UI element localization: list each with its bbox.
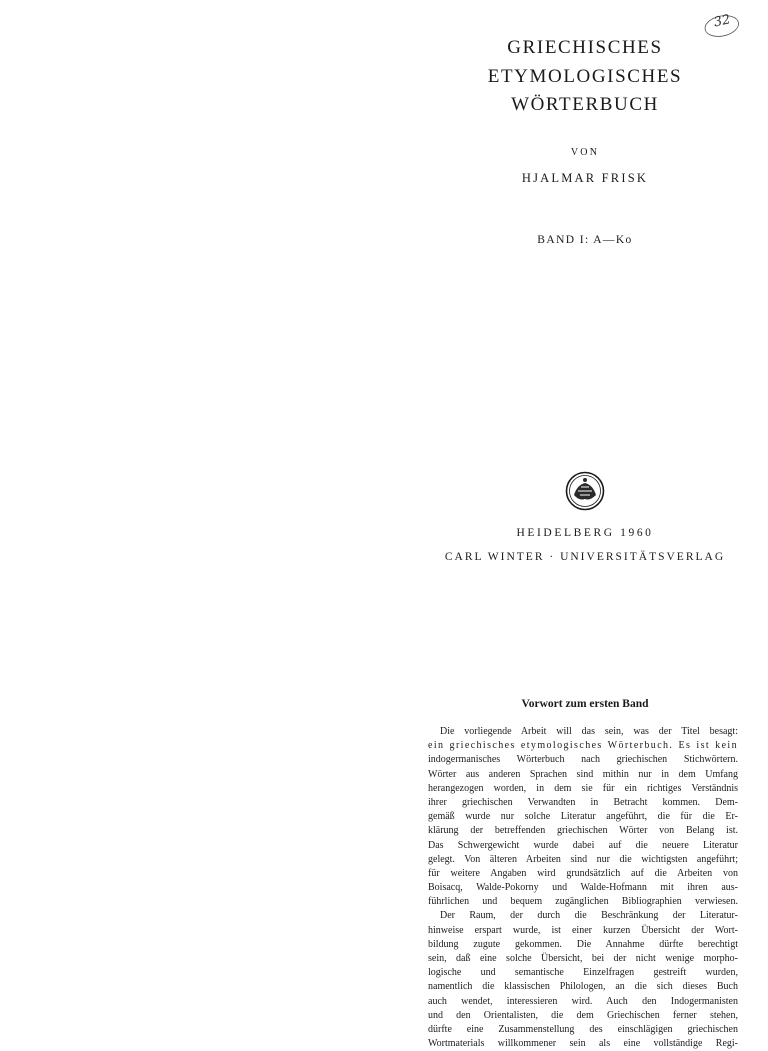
- foreword-line: klärung der betreffenden griechischen Wörter von Belang ist.: [428, 825, 738, 837]
- foreword-line: Boisacq, Walde-Pokorny und Walde-Hofmann mit ihren aus-: [428, 882, 738, 894]
- book-title-line-1: GRIECHISCHES: [507, 37, 663, 58]
- foreword-line: und den Orientalisten, die dem Griechischen ferner stehen,: [428, 1009, 738, 1021]
- foreword-line: ihrer griechischen Verwandten in Betracht kommen. Dem-: [428, 796, 738, 808]
- foreword-line: gemäß wurde nur solche Literatur angeführt, die für die Er-: [428, 811, 738, 823]
- foreword-line: bildung zugute gekommen. Die Annahme dürfte berechtigt: [428, 938, 738, 950]
- foreword-line: namentlich die klassischen Philologen, an die sich dieses Buch: [428, 981, 738, 993]
- foreword-line: führlichen und bequem zugänglichen Bibliographien verwiesen.: [428, 896, 738, 908]
- byline-von: VON: [570, 147, 600, 158]
- foreword-line: gelegt. Von älteren Arbeiten sind nur die wichtigsten angeführt;: [428, 853, 738, 865]
- foreword-line: herangezogen worden, in dem sie für ein richtiges Verständnis: [428, 782, 738, 794]
- foreword-line: für weitere Angaben wird grundsätzlich auf die Arbeiten von: [428, 867, 738, 879]
- foreword-line: ein griechisches etymologisches Wörterbuch. Es ist kein: [428, 740, 738, 752]
- foreword-line: Die vorliegende Arbeit will das sein, was der Titel besagt:: [440, 726, 738, 737]
- foreword-line: hinweise erspart wurde, ist einer kurzen Übersicht der Wort-: [428, 924, 738, 936]
- imprint-place-year: HEIDELBERG 1960: [516, 527, 654, 539]
- publisher-seal-icon: [565, 471, 605, 511]
- foreword-line: indogermanisches Wörterbuch nach griechischen Stichwörtern.: [428, 754, 738, 766]
- foreword-line: dürfte eine Zusammenstellung des einschlägigen griechischen: [428, 1023, 738, 1035]
- foreword-body: [428, 725, 738, 1050]
- foreword-line: auch wendet, interessieren wird. Auch den Indogermanisten: [428, 995, 738, 1007]
- foreword-heading: Vorwort zum ersten Band: [521, 698, 649, 710]
- foreword-line: sein, daß eine solche Übersicht, bei der nicht wenige morpho-: [428, 953, 738, 964]
- imprint-publisher: CARL WINTER · UNIVERSITÄTSVERLAG: [444, 551, 726, 563]
- foreword-line: logische und semantische Einzelfragen gestreift wurden,: [428, 967, 738, 979]
- volume-label: BAND I: A—Ko: [537, 234, 633, 246]
- book-title-line-2: ETYMOLOGISCHES: [487, 66, 683, 87]
- book-title-line-3: WÖRTERBUCH: [511, 94, 659, 115]
- foreword-line: Der Raum, der durch die Beschränkung der Literatur-: [440, 910, 738, 922]
- foreword-line: Wörter aus anderen Sprachen sind mithin nur in dem Umfang: [428, 768, 738, 780]
- foreword-line: Das Schwergewicht wurde dabei auf die neuere Literatur: [428, 839, 738, 851]
- author-name: HJALMAR FRISK: [521, 171, 649, 185]
- shelfmark-text: 32: [712, 12, 732, 31]
- foreword-line: Wortmaterials willkommener sein als eine vollständige Regi-: [428, 1038, 738, 1050]
